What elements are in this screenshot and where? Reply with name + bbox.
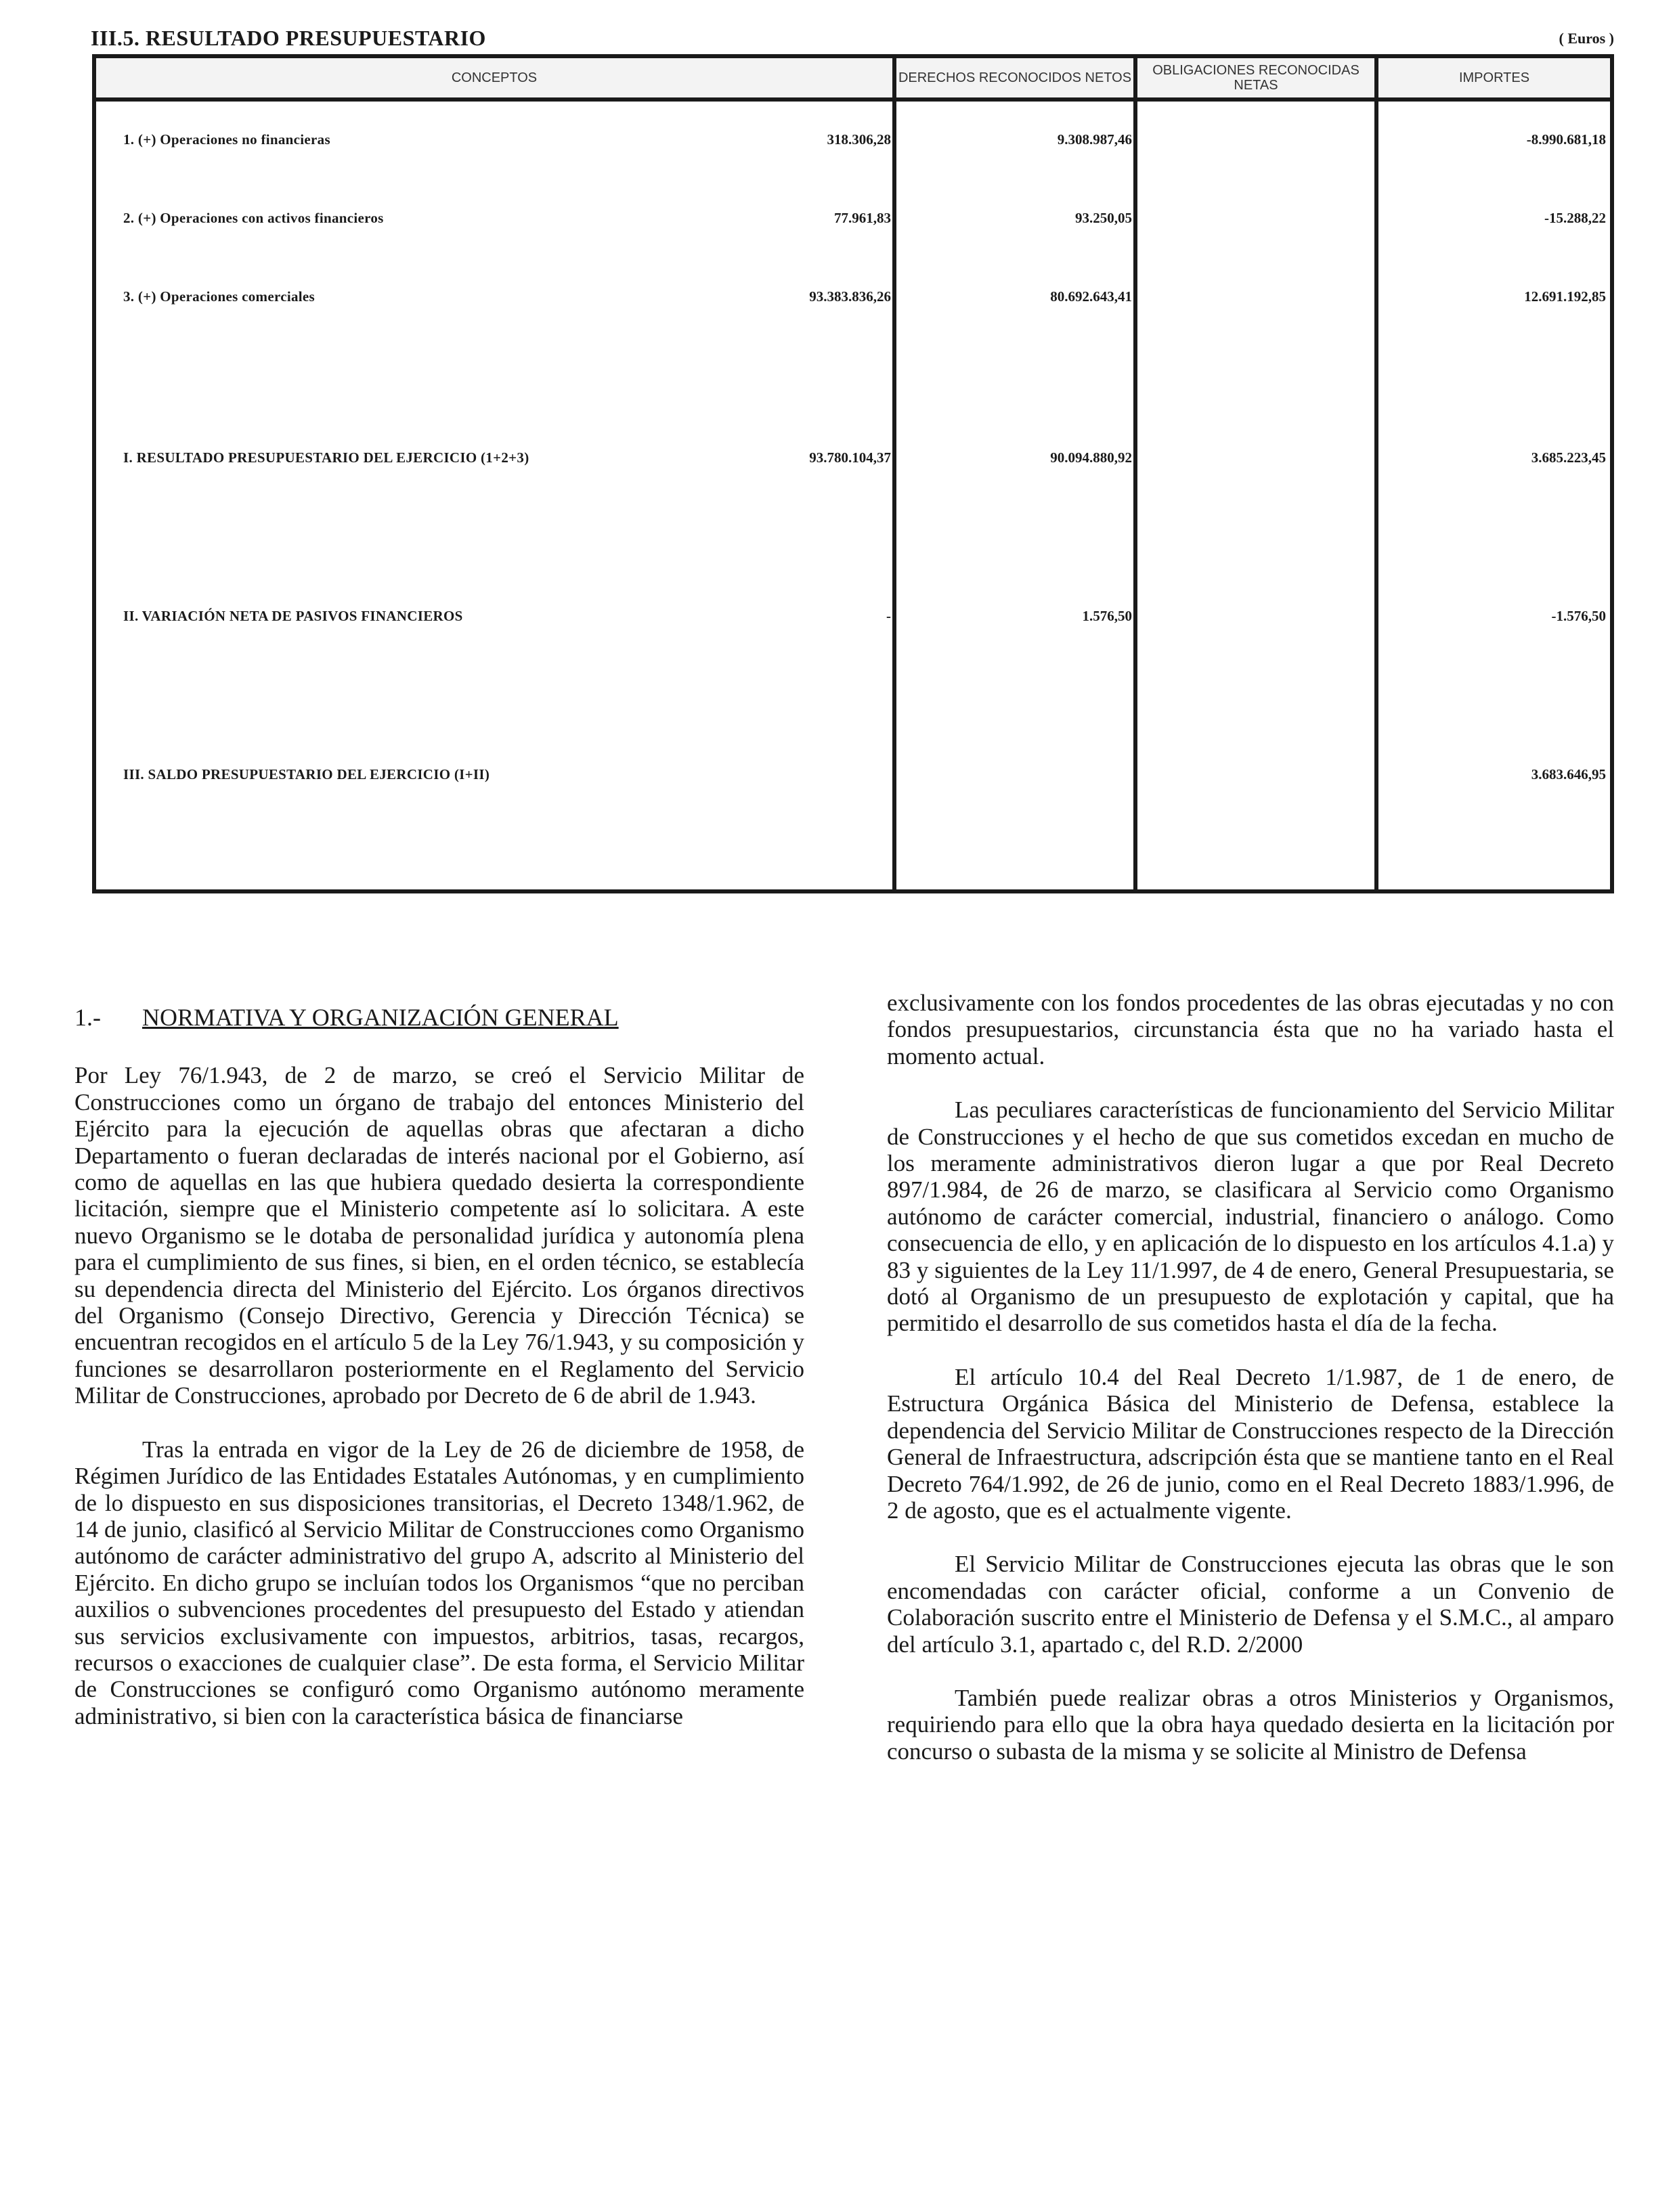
row-derechos: -: [886, 608, 891, 624]
row-derechos: 93.383.836,26: [809, 288, 891, 305]
table-header: [96, 58, 1610, 102]
left-column: [74, 1004, 804, 1756]
row-derechos: 77.961,83: [834, 210, 891, 226]
header-importes: IMPORTES: [1458, 70, 1530, 85]
paragraph: El artículo 10.4 del Real Decreto 1/1.987, de 1 de enero, de Estructura Orgánica Básica del Ministerio de Defensa, establece la dependencia del Servicio Militar de Construcciones respecto de la Dirección General de Infraestructura, adscripción ésta que se mantiene tanto en el Real Decreto 764/1.992, de 26 de junio, como en el Real Decreto 1883/1.996, de 2 de agosto, que es el actualmente vigente.: [887, 1363, 1614, 1524]
row-importes: -8.990.681,18: [1526, 131, 1606, 148]
row-concept: I. RESULTADO PRESUPUESTARIO DEL EJERCICIO (1+2+3): [123, 449, 529, 466]
row-concept: III. SALDO PRESUPUESTARIO DEL EJERCICIO (I+II): [123, 766, 490, 782]
budget-result-table: [92, 54, 1614, 893]
row-derechos: 318.306,28: [827, 131, 891, 148]
row-importes: 3.685.223,45: [1531, 449, 1606, 466]
row-importes: 3.683.646,95: [1531, 766, 1606, 782]
row-obligaciones: 1.576,50: [1082, 608, 1132, 624]
row-importes: 12.691.192,85: [1524, 288, 1606, 305]
paragraph: exclusivamente con los fondos procedentes de las obras ejecutadas y no con fondos presupuestarios, circunstancia ésta que no ha variado hasta el momento actual.: [887, 990, 1614, 1069]
section-heading-title: NORMATIVA Y ORGANIZACIÓN GENERAL: [142, 1004, 619, 1031]
paragraph: Tras la entrada en vigor de la Ley de 26 de diciembre de 1958, de Régimen Jurídico de las Entidades Estatales Autónomas, y en cumplimiento de lo dispuesto en sus disposiciones transitorias, el Decreto 1348/1.962, de 14 de junio, clasificó al Servicio Militar de Construcciones como Organismo autónomo de carácter administrativo del grupo A, adscrito al Ministerio del Ejército. En dicho grupo se incluían todos los Organismos “que no perciban auxilios o subvenciones procedentes del presupuesto del Estado y atiendan sus servicios exclusivamente con impuestos, arbitrios, tasas, recargos, recursos o exacciones de cualquier clase”. De esta forma, el Servicio Militar de Construcciones se configuró como Organismo autónomo meramente administrativo, si bien con la característica básica de financiarse: [74, 1436, 804, 1729]
column-divider: [1133, 58, 1137, 889]
section-heading: [74, 1004, 804, 1031]
right-column: [887, 990, 1614, 1792]
header-conceptos: CONCEPTOS: [451, 70, 538, 85]
row-concept: 1. (+) Operaciones no financieras: [123, 131, 330, 148]
section-title: III.5. RESULTADO PRESUPUESTARIO: [91, 26, 486, 50]
row-importes: -15.288,22: [1544, 210, 1606, 226]
column-divider: [892, 58, 896, 889]
row-derechos: 93.780.104,37: [809, 449, 891, 466]
row-concept: II. VARIACIÓN NETA DE PASIVOS FINANCIEROS: [123, 608, 463, 624]
row-obligaciones: 80.692.643,41: [1050, 288, 1132, 305]
header-obligaciones: OBLIGACIONES RECONOCIDAS NETAS: [1152, 63, 1359, 93]
row-concept: 2. (+) Operaciones con activos financieros: [123, 210, 384, 226]
column-divider: [1374, 58, 1378, 889]
section-number: 1.-: [74, 1004, 101, 1031]
paragraph: El Servicio Militar de Construcciones ejecuta las obras que le son encomendadas con carácter oficial, conforme a un Convenio de Colaboración suscrito entre el Ministerio de Defensa y el S.M.C., al amparo del artículo 3.1, apartado c, del R.D. 2/2000: [887, 1551, 1614, 1658]
row-importes: -1.576,50: [1551, 608, 1606, 624]
units-label: ( Euros ): [1559, 30, 1614, 47]
header-derechos: DERECHOS RECONOCIDOS NETOS: [898, 70, 1132, 85]
row-obligaciones: 90.094.880,92: [1050, 449, 1132, 466]
row-obligaciones: 9.308.987,46: [1057, 131, 1132, 148]
row-concept: 3. (+) Operaciones comerciales: [123, 288, 315, 305]
paragraph: Las peculiares características de funcionamiento del Servicio Militar de Construcciones y el hecho de que sus cometidos excedan en mucho de los meramente administrativos dieron lugar a que por Real Decreto 897/1.984, de 26 de marzo, se clasificara al Servicio como Organismo autónomo de carácter comercial, industrial, financiero o análogo. Como consecuencia de ello, y en aplicación de lo dispuesto en los artículos 4.1.a) y 83 y siguientes de la Ley 11/1.997, de 4 de enero, General Presupuestaria, se dotó al Organismo de un presupuesto de explotación y capital, que ha permitido el desarrollo de sus cometidos hasta el día de la fecha.: [887, 1097, 1614, 1337]
paragraph: Por Ley 76/1.943, de 2 de marzo, se creó el Servicio Militar de Construcciones como un órgano de trabajo del entonces Ministerio del Ejército para la ejecución de aquellas obras que afectaran a dicho Departamento o fueran declaradas de interés nacional por el Gobierno, así como de aquellas en las que hubiera quedado desierta la correspondiente licitación, siempre que el Ministerio competente así lo solicitara. A este nuevo Organismo se le dotaba de personalidad jurídica y autonomía plena para el cumplimiento de sus fines, si bien, en el orden técnico, se establecía su dependencia directa del Ministerio del Ejército. Los órganos directivos del Organismo (Consejo Directivo, Gerencia y Dirección Técnica) se encuentran recogidos en el artículo 5 de la Ley 76/1.943, y su composición y funciones se desarrollaron posteriormente en el Reglamento del Servicio Militar de Construcciones, aprobado por Decreto de 6 de abril de 1.943.: [74, 1062, 804, 1409]
row-obligaciones: 93.250,05: [1075, 210, 1132, 226]
paragraph: También puede realizar obras a otros Ministerios y Organismos, requiriendo para ello que la obra haya quedado desierta en la licitación por concurso o subasta de la misma y se solicite al Ministro de Defensa: [887, 1684, 1614, 1765]
